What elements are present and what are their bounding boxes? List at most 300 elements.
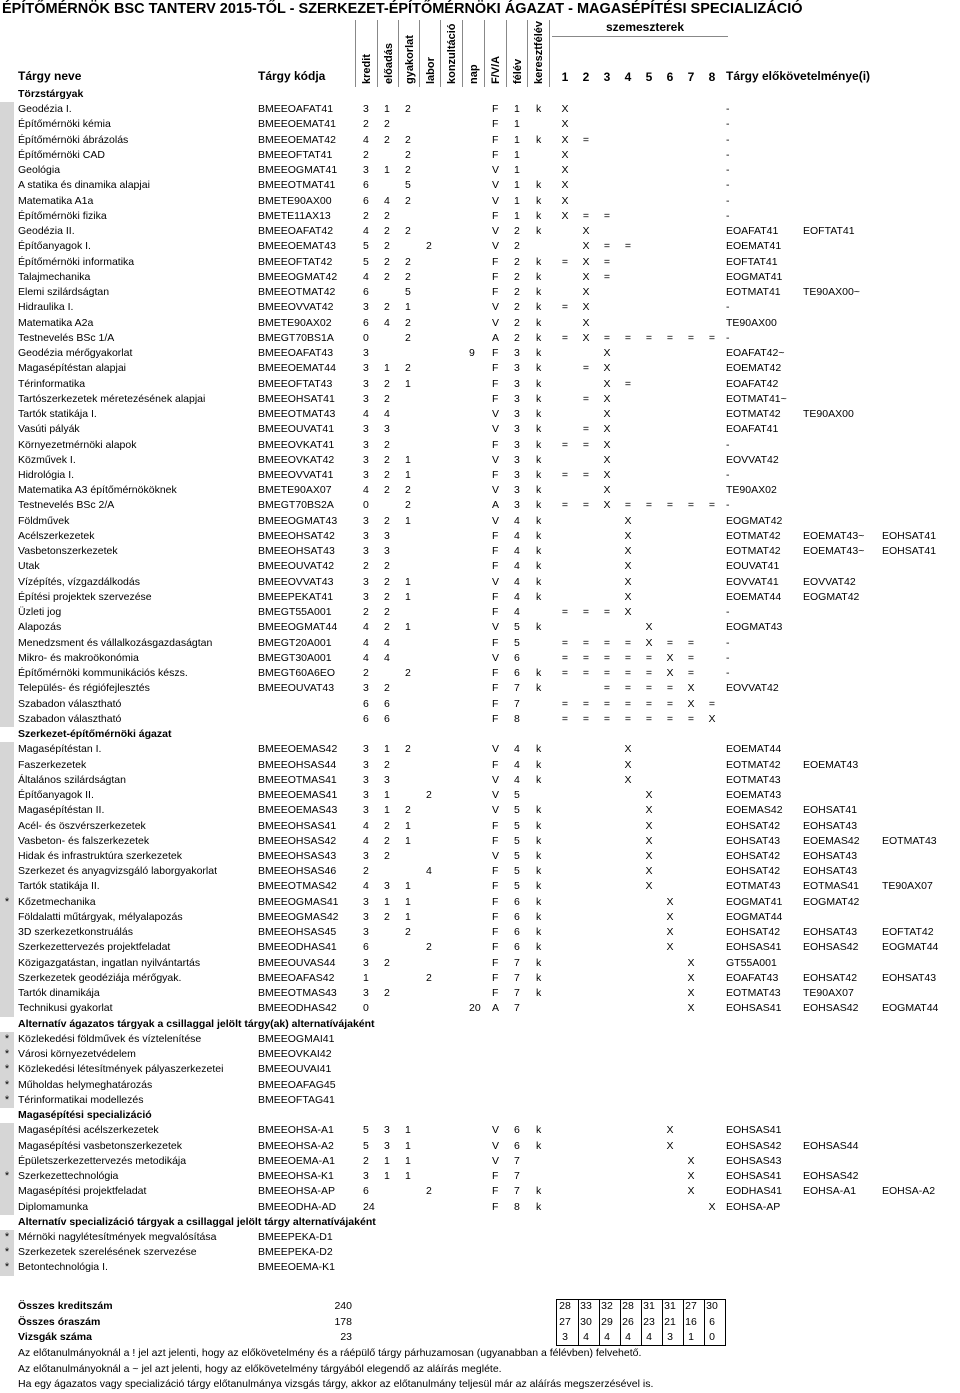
row-marker [0, 590, 14, 605]
cell-ea: 1 [384, 103, 390, 116]
table-row [0, 575, 960, 590]
subject-name: Település- és régiófejlesztés [18, 682, 150, 695]
cell-k: k [536, 331, 542, 344]
cell-f: F [492, 880, 499, 893]
table-row [0, 1200, 960, 1215]
table-row [0, 514, 960, 529]
cell-kr: 3 [363, 987, 369, 1000]
semester-cell: = [687, 331, 695, 344]
prerequisite: EOTMAS41 [803, 880, 860, 893]
cell-ea: 3 [384, 773, 390, 786]
prerequisite: EOTMAT41~ [726, 392, 787, 405]
prerequisite: EOEMAT44 [726, 743, 782, 756]
semester-cell: = [603, 636, 611, 649]
subject-name: Magasépítéstan II. [18, 804, 105, 817]
row-marker [0, 239, 14, 254]
semester-cell: X [666, 910, 674, 923]
cell-k: k [536, 819, 542, 832]
subject-code: BMEEOFTAT41 [258, 148, 333, 161]
cell-kr: 4 [363, 408, 369, 421]
cell-gy: 2 [405, 362, 411, 375]
totals-box [556, 1299, 726, 1346]
subject-name: Műholdas helymeghatározás [18, 1078, 153, 1091]
subject-name: Vasúti pályák [18, 423, 80, 436]
subject-name: Technikusi gyakorlat [18, 1002, 113, 1015]
cell-k: k [536, 910, 542, 923]
cell-fe: 3 [514, 484, 520, 497]
cell-fe: 4 [514, 590, 520, 603]
subject-code: BMEEOHSAS42 [258, 834, 337, 847]
cell-kr: 4 [363, 819, 369, 832]
table-row [0, 666, 960, 681]
cell-f: F [492, 682, 499, 695]
cell-lab: 2 [426, 789, 432, 802]
row-marker [0, 529, 14, 544]
cell-k: k [536, 773, 542, 786]
cell-fe: 7 [514, 987, 520, 1000]
totals-semester-cell: 28 [622, 1300, 634, 1312]
cell-ea: 6 [384, 697, 390, 710]
table-row [0, 239, 960, 254]
subject-name: Talajmechanika [18, 270, 91, 283]
subject-name: Vasbeton- és falszerkezetek [18, 834, 150, 847]
semester-cell: X [687, 1154, 695, 1167]
subject-code: BMEEOHSAT42 [258, 529, 335, 542]
totals-semester-cell: 6 [709, 1315, 715, 1328]
semester-cell: X [687, 1170, 695, 1183]
cell-k: k [536, 484, 542, 497]
cell-fe: 2 [514, 316, 520, 329]
cell-ea: 2 [384, 956, 390, 969]
cell-k: k [536, 956, 542, 969]
table-row [0, 407, 960, 422]
cell-kr: 3 [363, 956, 369, 969]
cell-fe: 5 [514, 621, 520, 634]
subject-code: BMEEOHSAS46 [258, 865, 337, 878]
prerequisite: TE90AX07 [803, 987, 854, 1000]
cell-gy: 1 [405, 1154, 411, 1167]
cell-ea: 2 [384, 133, 390, 146]
cell-k: k [536, 1185, 542, 1198]
semester-cell: = [708, 499, 716, 512]
prerequisite: EOHSAT43 [803, 926, 858, 939]
table-row [0, 742, 960, 757]
prerequisite: EODHAS41 [726, 1185, 783, 1198]
cell-ea: 4 [384, 636, 390, 649]
cell-gy: 1 [405, 819, 411, 832]
cell-f: F [492, 895, 499, 908]
cell-kr: 4 [363, 621, 369, 634]
subject-name: Szerkezettervezés projektfeladat [18, 941, 171, 954]
prerequisite: EOHSAS44 [803, 1139, 859, 1152]
semester-num: 7 [687, 70, 695, 84]
semester-cell: = [708, 331, 716, 344]
cell-f: V [492, 408, 500, 421]
cell-fe: 6 [514, 895, 520, 908]
cell-kr: 5 [363, 1124, 369, 1137]
semester-cell: X [561, 209, 569, 222]
prerequisite: EOFTAT41 [726, 255, 778, 268]
semester-cell: = [666, 712, 674, 725]
cell-fe: 1 [514, 179, 520, 192]
cell-lab: 4 [426, 865, 432, 878]
cell-k: k [536, 804, 542, 817]
cell-kr: 4 [363, 651, 369, 664]
subject-name: Testnevelés BSc 1/A [18, 331, 115, 344]
subject-name: Vízépítés, vízgazdálkodás [18, 575, 140, 588]
cell-fe: 1 [514, 103, 520, 116]
cell-f: F [492, 819, 499, 832]
semester-cell: = [582, 697, 590, 710]
cell-kr: 4 [363, 133, 369, 146]
semester-cell: = [624, 240, 632, 253]
cell-fe: 5 [514, 789, 520, 802]
cell-ea: 4 [384, 316, 390, 329]
totals-semester-cell: 4 [646, 1331, 652, 1343]
table-row [0, 392, 960, 407]
subject-code: BMETE11AX13 [258, 209, 331, 222]
prerequisite: EOVVAT42 [803, 575, 856, 588]
semester-cell: X [582, 331, 590, 344]
prerequisite: EOTMAT43 [726, 880, 781, 893]
cell-fe: 6 [514, 941, 520, 954]
semester-cell: X [603, 453, 611, 466]
semester-cell: = [645, 667, 653, 680]
semester-cell: = [582, 636, 590, 649]
subject-code: BMEEOTMAT43 [258, 408, 336, 421]
cell-gy: 1 [405, 910, 411, 923]
cell-f: V [492, 179, 500, 192]
table-row [0, 788, 960, 803]
col-header-konzultacio: konzultáció [446, 23, 458, 84]
cell-gy: 1 [405, 895, 411, 908]
subject-code: BMEEOVKAI42 [258, 1048, 332, 1061]
subject-code: BMEEOVKAT41 [258, 438, 335, 451]
table-row [0, 255, 960, 270]
table-row [0, 559, 960, 574]
semester-cell: X [582, 286, 590, 299]
subject-name: Tartók statikája I. [18, 408, 97, 421]
semester-cell: X [687, 987, 695, 1000]
semester-cell: X [603, 499, 611, 512]
row-marker [0, 697, 14, 712]
semester-num: 3 [603, 70, 611, 84]
cell-ea: 6 [384, 712, 390, 725]
table-row [0, 270, 960, 285]
subject-name: Mérnöki nagylétesítmények megvalósítása [18, 1231, 217, 1243]
cell-ea: 2 [384, 910, 390, 923]
subject-code: BMEGT55A001 [258, 606, 332, 619]
section-title: Magasépítési specializáció [18, 1109, 152, 1122]
semester-cell: = [624, 636, 632, 649]
semester-cell: X [561, 148, 569, 161]
totals-row [0, 1315, 960, 1331]
cell-k: k [536, 301, 542, 314]
semester-cell: = [603, 697, 611, 710]
prerequisite: EOFTAT42 [882, 926, 934, 939]
subject-name: Matematika A2a [18, 316, 94, 329]
cell-fe: 2 [514, 270, 520, 283]
cell-gy: 2 [405, 499, 411, 512]
table-row [0, 331, 960, 346]
table-row [0, 438, 960, 453]
cell-kr: 0 [363, 499, 369, 512]
row-marker [0, 956, 14, 971]
cell-kr: 6 [363, 194, 369, 207]
cell-fe: 7 [514, 1170, 520, 1183]
prerequisite: EOGMAT44 [882, 1002, 939, 1015]
cell-ea: 3 [384, 1139, 390, 1152]
subject-name: Menedzsment és vállalkozásgazdaságtan [18, 636, 213, 649]
cell-k: k [536, 575, 542, 588]
row-marker [0, 773, 14, 788]
cell-ea: 2 [384, 819, 390, 832]
totals-row [0, 1330, 960, 1346]
subject-code: BMEEOAFAT41 [258, 103, 334, 116]
cell-kr: 4 [363, 484, 369, 497]
cell-f: V [492, 773, 500, 786]
semester-cell: X [582, 225, 590, 238]
subject-name: Elemi szilárdságtan [18, 286, 110, 299]
prerequisite: EOGMAT44 [882, 941, 939, 954]
subject-name: Térinformatikai modellezés [18, 1093, 144, 1106]
subject-code: BMEEOHSAS44 [258, 758, 337, 771]
cell-k: k [536, 499, 542, 512]
subject-name: Testnevelés BSc 2/A [18, 499, 115, 512]
cell-kr: 3 [363, 438, 369, 451]
cell-fe: 2 [514, 255, 520, 268]
cell-kr: 5 [363, 1139, 369, 1152]
note-line: Az előtanulmányoknál a ! jel azt jelenti, hogy az előkövetelmény és a ráépülő tárgy párhuzamosan (ugyanabban a félévben) felvehető. [18, 1347, 642, 1359]
prerequisite: EOGMAT42 [726, 514, 783, 527]
totals-semester-cell: 1 [688, 1331, 694, 1343]
semester-cell: = [582, 209, 590, 222]
cell-kr: 3 [363, 453, 369, 466]
table-row [0, 1184, 960, 1199]
semester-cell: X [603, 438, 611, 451]
cell-ea: 3 [384, 1124, 390, 1137]
subject-code: BMEEOUVAT43 [258, 682, 335, 695]
row-marker [0, 651, 14, 666]
row-marker [0, 407, 14, 422]
cell-nap: 20 [469, 1002, 481, 1015]
subject-name: Geodézia I. [18, 103, 72, 116]
cell-k: k [536, 103, 542, 116]
cell-f: V [492, 575, 500, 588]
cell-kr: 3 [363, 301, 369, 314]
semester-cell: X [645, 865, 653, 878]
cell-k: k [536, 255, 542, 268]
table-row [0, 986, 960, 1001]
notes [18, 1346, 653, 1393]
subject-code: BMEEODHA-AD [258, 1200, 337, 1213]
semester-cell: X [603, 377, 611, 390]
cell-kr: 2 [363, 560, 369, 573]
subject-code: BMEGT70BS1A [258, 331, 334, 344]
table-row [0, 956, 960, 971]
subject-name: Építőmérnöki fizika [18, 209, 107, 222]
prerequisite: EOEMAS42 [726, 804, 783, 817]
subject-code: BMEEOTMAS42 [258, 880, 337, 893]
cell-fe: 4 [514, 545, 520, 558]
alternative-marker: * [0, 1032, 14, 1047]
prerequisite: EOGMAT42 [803, 895, 860, 908]
cell-kr: 6 [363, 1185, 369, 1198]
table-row [0, 1230, 960, 1245]
cell-k: k [536, 941, 542, 954]
semester-cell: = [561, 499, 569, 512]
cell-fe: 8 [514, 712, 520, 725]
subject-code: BMEEOHSAT43 [258, 545, 335, 558]
subject-name: Utak [18, 560, 40, 573]
table-row [0, 834, 960, 849]
subject-code: BMEEOAFAG45 [258, 1078, 336, 1091]
prerequisite: - [726, 194, 730, 207]
prerequisite: EOAFAT41 [726, 423, 779, 436]
subject-name: Városi környezetvédelem [18, 1048, 136, 1061]
semester-cell: = [582, 469, 590, 481]
cell-ea: 2 [384, 560, 390, 573]
semester-cell: = [666, 499, 674, 512]
totals-semester-cell: 31 [643, 1300, 655, 1312]
cell-fe: 7 [514, 1002, 520, 1015]
cell-fe: 2 [514, 225, 520, 238]
cell-ea: 4 [384, 651, 390, 664]
cell-gy: 2 [405, 926, 411, 939]
cell-kr: 5 [363, 240, 369, 253]
row-marker [0, 483, 14, 498]
cell-gy: 2 [405, 194, 411, 207]
prerequisite: GT55A001 [726, 956, 777, 969]
cell-gy: 1 [405, 621, 411, 634]
cell-f: F [492, 667, 499, 680]
semester-cell: X [603, 469, 611, 481]
semester-num: 2 [582, 70, 590, 84]
cell-fe: 3 [514, 453, 520, 466]
totals-semester-cell: 27 [559, 1315, 571, 1328]
semester-cell: = [582, 392, 590, 405]
prerequisite: EOHSAT42 [726, 850, 781, 862]
table-row [0, 422, 960, 437]
cell-k: k [536, 453, 542, 466]
cell-f: V [492, 743, 500, 756]
cell-f: F [492, 971, 499, 984]
cell-kr: 4 [363, 270, 369, 283]
cell-fe: 6 [514, 926, 520, 939]
row-marker [0, 636, 14, 651]
col-header-kredit: kredit [361, 54, 373, 84]
table-row [0, 346, 960, 361]
subject-name: Közlekedési létesítmények pályaszerkezetei [18, 1063, 224, 1076]
cell-fe: 7 [514, 697, 520, 710]
prerequisite: EOHSAT42 [726, 926, 781, 939]
cell-k: k [536, 347, 542, 360]
row-marker [0, 178, 14, 193]
col-header-labor: labor [425, 57, 437, 84]
subject-code: BMEEOVKAT42 [258, 453, 335, 466]
cell-ea: 1 [384, 743, 390, 756]
table-row [0, 1154, 960, 1169]
totals-semester-cell: 32 [601, 1300, 613, 1312]
section-header [0, 87, 960, 102]
subject-code: BMEEPEKA-D2 [258, 1246, 333, 1259]
table-row [0, 620, 960, 635]
cell-f: F [492, 956, 499, 969]
semester-cell: X [687, 971, 695, 984]
subject-name: Magasépítési projektfeladat [18, 1185, 147, 1198]
cell-f: F [492, 1185, 499, 1198]
semester-cell: X [666, 941, 674, 954]
prerequisite: TE90AX07 [882, 880, 933, 893]
cell-f: F [492, 545, 499, 558]
cell-f: V [492, 164, 500, 177]
row-marker [0, 712, 14, 727]
subject-code: BMEEOEMA-K1 [258, 1261, 336, 1274]
row-marker [0, 559, 14, 574]
table-row [0, 1093, 960, 1108]
cell-ea: 2 [384, 377, 390, 390]
col-header-fva: F/V/A [490, 55, 502, 84]
cell-f: F [492, 469, 499, 481]
cell-fe: 5 [514, 880, 520, 893]
cell-kr: 3 [363, 392, 369, 405]
semester-cell: X [666, 667, 674, 680]
table-row [0, 681, 960, 696]
row-marker [0, 422, 14, 437]
cell-kr: 3 [363, 164, 369, 177]
row-marker [0, 971, 14, 986]
prerequisite: EOEMAS42 [803, 834, 860, 847]
table-row [0, 102, 960, 117]
row-marker [0, 438, 14, 453]
totals-semester-cell: 29 [601, 1315, 613, 1328]
semester-cell: = [645, 651, 653, 664]
cell-k: k [536, 392, 542, 405]
table-row [0, 1047, 960, 1062]
subject-name: Tartószerkezetek méretezésének alapjai [18, 392, 206, 405]
subject-code: BMEEPEKA-D1 [258, 1231, 333, 1243]
totals-label: Összes óraszám [18, 1315, 101, 1328]
cell-fe: 1 [514, 194, 520, 207]
totals-semester-cell: 0 [709, 1331, 715, 1343]
subject-code: BMEEOUVAT42 [258, 560, 335, 573]
cell-fe: 4 [514, 514, 520, 527]
cell-k: k [536, 1124, 542, 1137]
subject-code: BMEEOEMAT41 [258, 118, 336, 131]
cell-ea: 2 [384, 118, 390, 131]
prerequisite: - [726, 331, 730, 344]
row-marker [0, 742, 14, 757]
cell-f: F [492, 103, 499, 116]
cell-k: k [536, 194, 542, 207]
row-marker [0, 453, 14, 468]
subject-code: BMEEODHAS41 [258, 941, 337, 954]
totals-value: 178 [334, 1315, 352, 1328]
totals-semester-cell: 4 [625, 1331, 631, 1343]
row-marker [0, 620, 14, 635]
totals-semester-cell: 23 [643, 1315, 655, 1328]
row-marker [0, 803, 14, 818]
semester-num: 5 [645, 70, 653, 84]
cell-f: V [492, 621, 500, 634]
semester-cell: = [582, 438, 590, 451]
semester-cell: = [561, 606, 569, 619]
subject-name: Hidak és infrastruktúra szerkezetek [18, 850, 182, 862]
cell-f: F [492, 118, 499, 131]
semester-cell: X [582, 316, 590, 329]
cell-kr: 5 [363, 255, 369, 268]
cell-kr: 2 [363, 667, 369, 680]
